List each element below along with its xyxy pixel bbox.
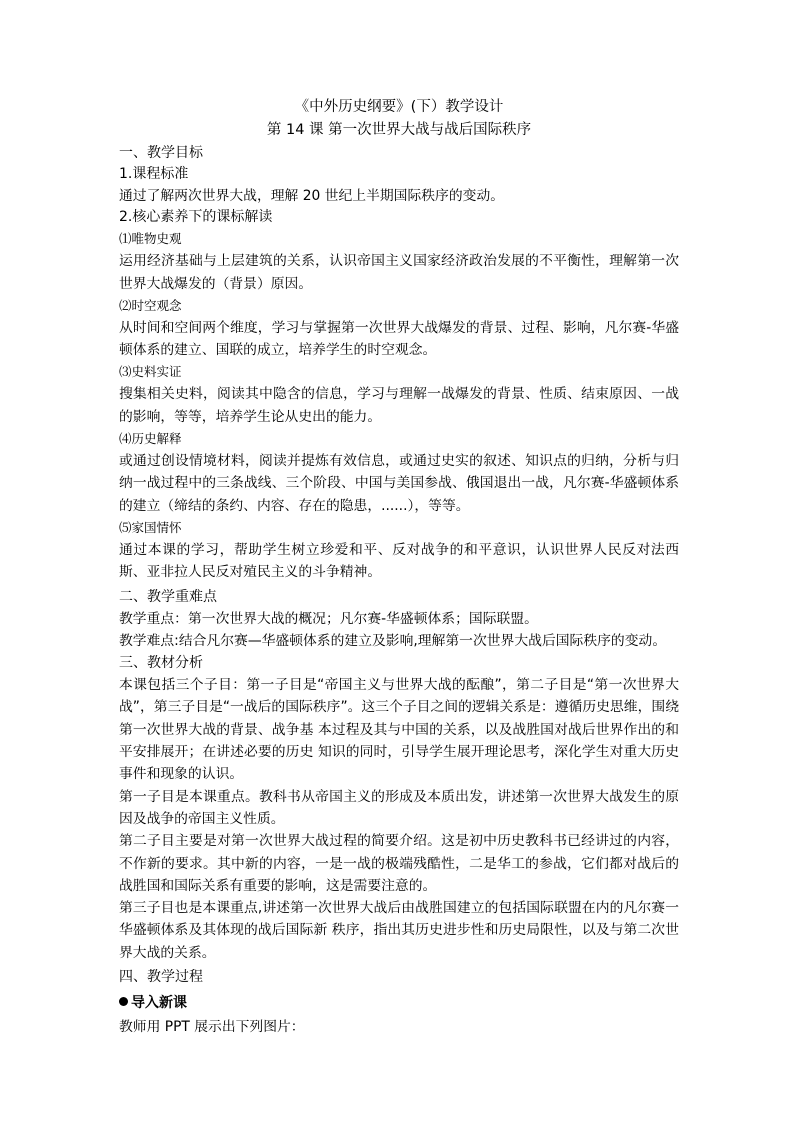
section-heading-textbook-analysis: 三、教材分析 bbox=[119, 655, 203, 672]
document-title: 《中外历史纲要》(下）教学设计 bbox=[294, 99, 504, 115]
item-heading-spacetime: ⑵时空观念 bbox=[119, 297, 182, 313]
item-text-spacetime: 从时间和空间两个维度，学习与掌握第一次世界大战爆发的背景、过程、影响，凡尔赛-华盛顿体系的建立、国联的成立，培养学生的时空观念。 bbox=[119, 319, 679, 359]
item-heading-interpretation: ⑷历史解释 bbox=[119, 431, 182, 447]
section-heading-key-points: 二、教学重难点 bbox=[119, 588, 217, 605]
analysis-paragraph-1: 本课包括三个子目：第一子目是“帝国主义与世界大战的酝酿”，第二子目是“第一次世界大战”，第三子目是“一战后的国际秩序”。这三个子目之间的逻辑关系是：遵循历史思维，围绕第一次世界大战的背景、战争基 本过程及其与中国的关系，以及战胜国对战后世界作出的和平安排展开；在讲述必要的历史 知识的同时，引导学生展开理论思考，深化学生对重大历史事件和现象的认识。 bbox=[119, 677, 679, 783]
section-heading-teaching-process: 四、教学过程 bbox=[119, 969, 203, 986]
bullet-dot-icon bbox=[119, 997, 128, 1006]
bullet-intro bbox=[119, 990, 679, 1016]
lesson-title: 第 14 课 第一次世界大战与战后国际秩序 bbox=[266, 122, 532, 138]
curriculum-standard-text: 通过了解两次世界大战，理解 20 世纪上半期国际秩序的变动。 bbox=[119, 188, 505, 204]
item-heading-materialism: ⑴唯物史观 bbox=[119, 231, 182, 247]
analysis-paragraph-4: 第三子目也是本课重点,讲述第一次世界大战后由战胜国建立的包括国际联盟在内的凡尔赛一华盛顿体系及其体现的战后国际新 秩序，指出其历史进步性和历史局限性，以及与第二次世界大战的关系。 bbox=[119, 900, 679, 961]
analysis-paragraph-3: 第二子目主要是对第一次世界大战过程的简要介绍。这是初中历史教科书已经讲过的内容，不作新的要求。其中新的内容，一是一战的极端残酷性，二是华工的参战，它们都对战后的战胜国和国际关系有重要的影响，这是需要注意的。 bbox=[119, 833, 679, 894]
bullet-intro-label: 导入新课 bbox=[131, 995, 187, 1012]
document-page bbox=[119, 96, 679, 1038]
item-text-patriotism: 通过本课的学习，帮助学生树立珍爱和平、反对战争的和平意识，认识世界人民反对法西斯、亚非拉人民反对殖民主义的斗争精神。 bbox=[119, 541, 679, 581]
key-points-text: 教学重点：第一次世界大战的概况；凡尔赛-华盛顿体系；国际联盟。 bbox=[119, 610, 538, 627]
subheading-core-literacy: 2.核心素养下的课标解读 bbox=[119, 209, 273, 226]
section-heading-objectives: 一、教学目标 bbox=[119, 145, 203, 161]
ppt-instruction-text: 教师用 PPT 展示出下列图片： bbox=[119, 1019, 305, 1036]
subheading-curriculum-standard: 1.课程标准 bbox=[119, 166, 189, 182]
item-heading-patriotism: ⑸家国情怀 bbox=[119, 519, 182, 535]
item-text-interpretation: 或通过创设情境材料，阅读并提炼有效信息，或通过史实的叙述、知识点的归纳，分析与归纳一战过程中的三条战线、三个阶段、中国与美国参战、俄国退出一战，凡尔赛-华盛顿体系的建立（缔结的条约、内容、存在的隐患，......），等等。 bbox=[119, 453, 679, 514]
item-text-materialism: 运用经济基础与上层建筑的关系，认识帝国主义国家经济政治发展的不平衡性，理解第一次世界大战爆发的（背景）原因。 bbox=[119, 253, 679, 292]
item-heading-evidence: ⑶史料实证 bbox=[119, 364, 182, 380]
analysis-paragraph-2: 第一子目是本课重点。教科书从帝国主义的形成及本质出发，讲述第一次世界大战发生的原因及战争的帝国主义性质。 bbox=[119, 788, 679, 827]
item-text-evidence: 搜集相关史料，阅读其中隐含的信息，学习与理解一战爆发的背景、性质、结束原因、一战的影响，等等，培养学生论从史出的能力。 bbox=[119, 386, 679, 425]
difficult-points-text: 教学难点:结合凡尔赛—华盛顿体系的建立及影响,理解第一次世界大战后国际秩序的变动。 bbox=[119, 632, 667, 649]
